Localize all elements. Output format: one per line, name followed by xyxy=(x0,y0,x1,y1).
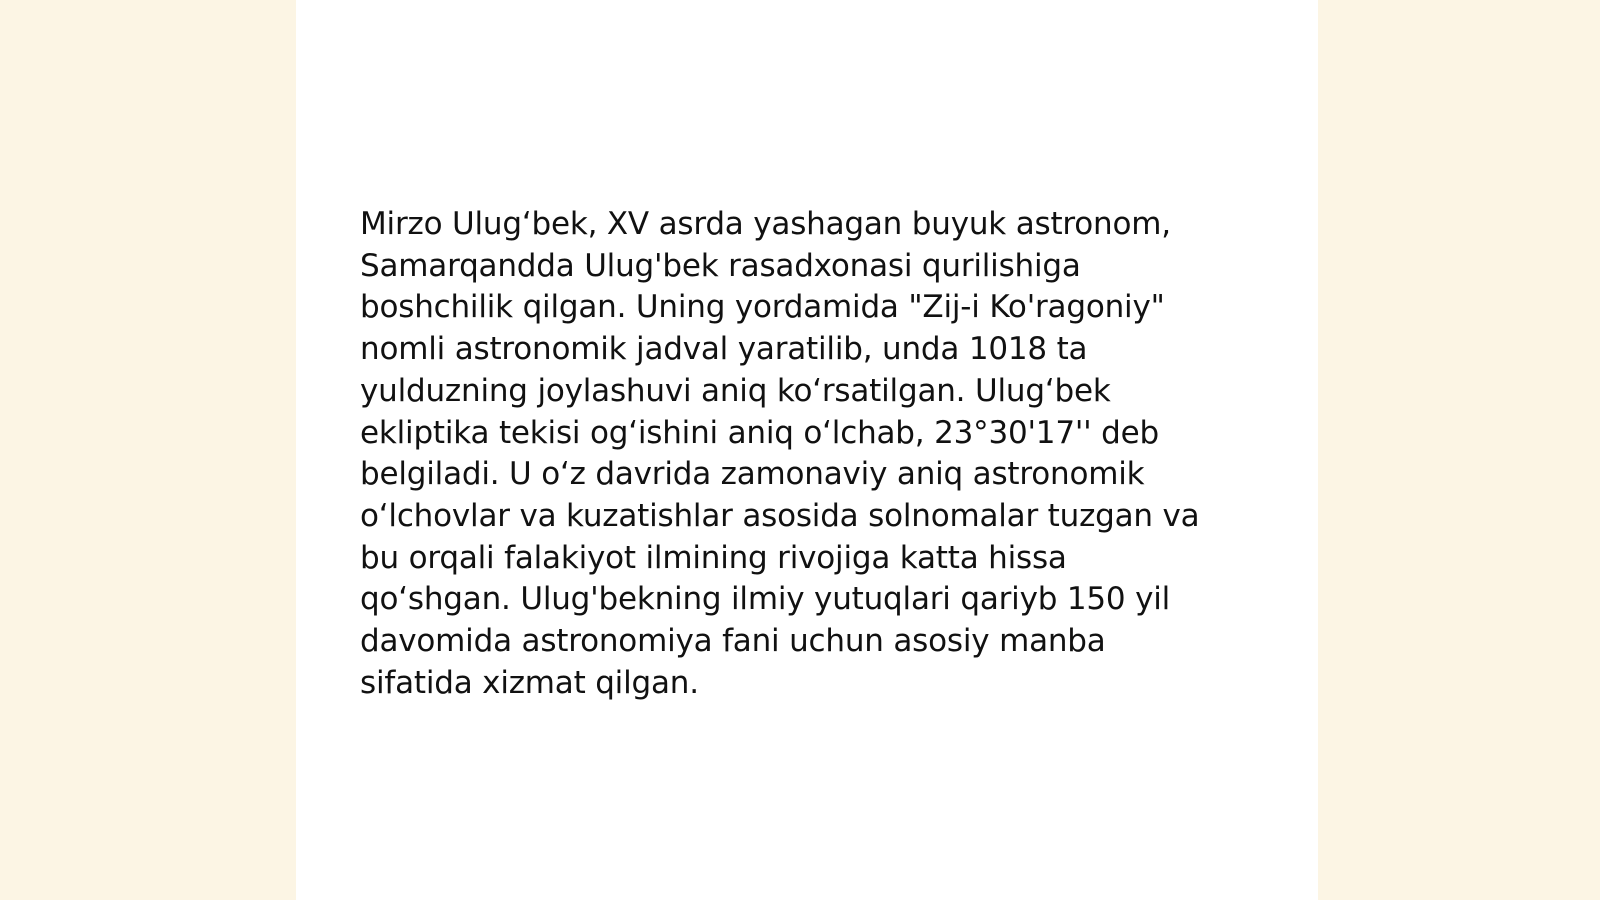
slide-canvas xyxy=(296,0,1318,900)
paragraph-line: nomli astronomik jadval yaratilib, unda 1018 ta xyxy=(360,331,1088,368)
paragraph-line: davomida astronomiya fani uchun asosiy manba xyxy=(360,623,1106,660)
paragraph-line: oʻlchovlar va kuzatishlar asosida solnomalar tuzgan va xyxy=(360,497,1200,534)
left-margin-panel xyxy=(0,0,296,900)
paragraph-line: sifatida xizmat qilgan. xyxy=(360,664,699,701)
paragraph-line: boshchilik qilgan. Uning yordamida "Zij-i Ko'ragoniy" xyxy=(360,289,1165,326)
paragraph-line: belgiladi. U oʻz davrida zamonaviy aniq astronomik xyxy=(360,456,1145,493)
body-paragraph xyxy=(360,204,1260,704)
paragraph-line: qoʻshgan. Ulug'bekning ilmiy yutuqlari qariyb 150 yil xyxy=(360,581,1171,618)
paragraph-line: Samarqandda Ulug'bek rasadxonasi qurilishiga xyxy=(360,247,1081,284)
paragraph-line: ekliptika tekisi ogʻishini aniq oʻlchab, 23°30'17'' deb xyxy=(360,414,1159,451)
right-margin-panel xyxy=(1318,0,1600,900)
paragraph-line: yulduzning joylashuvi aniq koʻrsatilgan. Ulug‘bek xyxy=(360,372,1111,409)
paragraph-line: bu orqali falakiyot ilmining rivojiga katta hissa xyxy=(360,539,1067,576)
paragraph-line: Mirzo Ulug‘bek, XV asrda yashagan buyuk astronom, xyxy=(360,206,1171,242)
